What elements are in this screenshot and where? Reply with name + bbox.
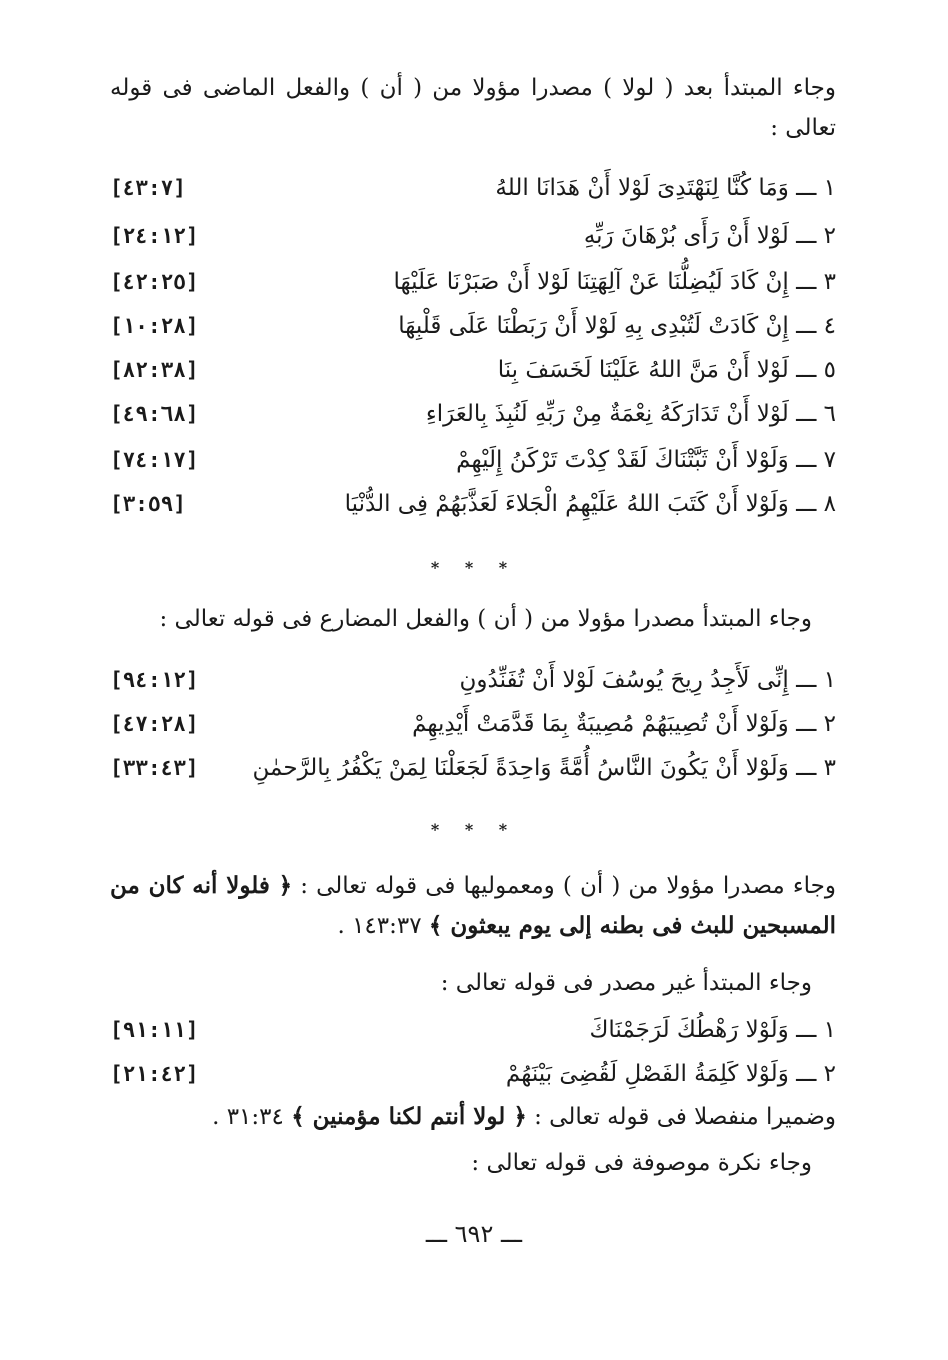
verse-text: ٦ ـــ لَوْلا أَنْ تَدَارَكَهُ نِعْمَةٌ مِنْ رَبِّهِ لَنُبِذَ بِالعَرَاءِ (425, 401, 836, 427)
verse-reference: [٨٢:٣٨] (110, 358, 199, 382)
verse-reference: [٤٧:٢٨] (110, 712, 199, 736)
verse-text: ٧ ـــ وَلَوْلا أَنْ ثَبَّتْنَاكَ لَقَدْ كِدْتَ تَرْكَنُ إِلَيْهِمْ (456, 447, 836, 473)
verse-reference: [٤٣:٧] (110, 176, 186, 200)
verse-item (110, 264, 836, 300)
verse-reference: [٢٤:١٢] (110, 224, 199, 248)
verse-item (110, 750, 836, 786)
verse-item (110, 442, 836, 478)
verse-text: ٢ ـــ لَوْلا أَنْ رَأَى بُرْهَانَ رَبِّهِ (583, 223, 836, 249)
verse-text: ١ ـــ وَلَوْلا رَهْطُكَ لَرَجَمْنَاكَ (589, 1017, 836, 1043)
intro-present-verb: وجاء المبتدأ مصدرا مؤولا من ( أن ) والفعل المضارع فى قوله تعالى : (159, 606, 812, 632)
paragraph-masdar-mamulayha (110, 866, 836, 946)
paragraph-pronoun (212, 1102, 836, 1132)
verse-item (110, 706, 836, 742)
verse-text: ١ ـــ إِنِّى لَأَجِدُ رِيحَ يُوسُفَ لَوْلا أَنْ تُفَنِّدُونِ (459, 667, 836, 693)
verse-item (110, 352, 836, 388)
verse-reference: [٩١:١١] (110, 1018, 199, 1042)
verse-text: ٤ ـــ إِنْ كَادَتْ لَتُبْدِى بِهِ لَوْلا أَنْ رَبَطْنَا عَلَى قَلْبِهَا (398, 313, 836, 339)
verse-item (110, 218, 836, 254)
paragraph-text: وجاء مصدرا مؤولا من ( أن ) ومعموليها فى قوله تعالى : (300, 873, 837, 899)
verse-reference: [٣٣:٤٣] (110, 756, 199, 780)
verse-item (110, 1056, 836, 1092)
verse-text: ٣ ـــ وَلَوْلا أَنْ يَكُونَ النَّاسُ أُمَّةً وَاحِدَةً لَجَعَلْنَا لِمَنْ يَكْفُرُ بِالرَّحمٰنِ (252, 755, 836, 781)
verse-reference: ٣١:٣٤ . (212, 1104, 284, 1130)
intro-described-indefinite: وجاء نكرة موصوفة فى قوله تعالى : (471, 1150, 812, 1176)
verse-item (110, 1012, 836, 1048)
verse-reference: [٢١:٤٢] (110, 1062, 199, 1086)
quran-quote: ﴿ فلولا أنه كان من المسبحين للبث فى بطنه إلى يوم يبعثون ﴾ (110, 872, 836, 939)
verse-reference: [٤٢:٢٥] (110, 270, 199, 294)
verse-item (110, 170, 836, 206)
quran-quote: ﴿ لولا أنتم لكنا مؤمنين ﴾ (291, 1103, 527, 1130)
verse-text: ٢ ـــ وَلَوْلا كَلِمَةُ الفَصْلِ لَقُضِىَ بَيْنَهُمْ (505, 1061, 836, 1087)
verse-text: ٨ ـــ وَلَوْلا أَنْ كَتَبَ اللهُ عَلَيْهِمُ الْجَلاءَ لَعَذَّبَهُمْ فِى الدُّنْيَا (344, 491, 836, 517)
verse-item (110, 396, 836, 432)
verse-item (110, 662, 836, 698)
verse-text: ١ ـــ وَمَا كُنَّا لِنَهْتَدِىَ لَوْلا أَنْ هَدَانَا اللهُ (495, 175, 836, 201)
verse-text: ٥ ـــ لَوْلا أَنْ مَنَّ اللهُ عَلَيْنَا لَخَسَفَ بِنَا (497, 357, 836, 383)
verse-text: ٣ ـــ إِنْ كَادَ لَيُضِلُّنَا عَنْ آلِهَتِنَا لَوْلا أَنْ صَبَرْنَا عَلَيْهَا (393, 269, 836, 295)
verse-item (110, 308, 836, 344)
verse-reference: [١٠:٢٨] (110, 314, 199, 338)
verse-reference: [٩٤:١٢] (110, 668, 199, 692)
verse-item (110, 486, 836, 522)
verse-reference: [٧٤:١٧] (110, 448, 199, 472)
page-number: ـــ ٦٩٢ ـــ (425, 1220, 523, 1248)
intro-non-masdar: وجاء المبتدأ غير مصدر فى قوله تعالى : (440, 970, 812, 996)
verse-text: ٢ ـــ وَلَوْلا أَنْ تُصِيبَهُمْ مُصِيبَةٌ بِمَا قَدَّمَتْ أَيْدِيهِمْ (412, 711, 836, 737)
verse-reference: [٤٩:٦٨] (110, 402, 199, 426)
intro-past-verb: وجاء المبتدأ بعد ( لولا ) مصدرا مؤولا من ( أن ) والفعل الماضى فى قوله تعالى : (110, 75, 836, 141)
verse-reference: [٣:٥٩] (110, 492, 186, 516)
verse-reference: ١٤٣:٣٧ . (337, 913, 422, 939)
paragraph-text: وضميرا منفصلا فى قوله تعالى : (534, 1104, 836, 1130)
section-separator: * * * (430, 820, 518, 839)
section-separator: * * * (430, 558, 518, 577)
